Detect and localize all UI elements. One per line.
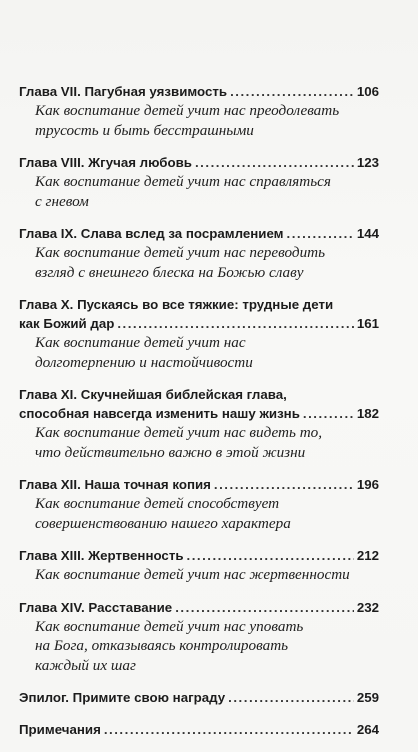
toc-line xyxy=(19,546,379,565)
toc-entry-epilogue xyxy=(19,688,379,707)
chapter-description-line: Как воспитание детей учит нас xyxy=(35,334,246,351)
chapter-description-line: Как воспитание детей способствует xyxy=(35,495,280,512)
toc-line xyxy=(19,475,379,494)
chapter-description-line: каждый их шаг xyxy=(35,656,136,674)
dot-leader xyxy=(287,224,354,243)
toc-line xyxy=(19,224,379,243)
page-number: 123 xyxy=(356,155,379,170)
chapter-description-line: с гневом xyxy=(35,192,89,210)
toc-line xyxy=(19,688,379,707)
chapter-title: Глава XIV. Расставание xyxy=(19,599,173,615)
toc-entry-chapter-7 xyxy=(19,82,379,140)
chapter-description-line: Как воспитание детей учит нас справляться xyxy=(35,173,331,190)
page-number: 232 xyxy=(356,599,379,615)
dot-leader xyxy=(187,546,354,565)
toc-line xyxy=(19,404,379,423)
toc-entry-notes xyxy=(19,720,379,739)
chapter-description-line: Как воспитание детей учит нас видеть то, xyxy=(35,424,323,441)
toc-entry-chapter-12 xyxy=(19,475,379,533)
toc-line xyxy=(19,720,379,739)
toc-entry-chapter-10 xyxy=(19,295,379,372)
page-number: 264 xyxy=(356,722,379,737)
dot-leader xyxy=(303,404,354,423)
table-of-contents xyxy=(19,82,379,752)
chapter-description-line: на Бога, отказываясь контролировать xyxy=(35,637,289,654)
chapter-description-line: трусость и быть бесстрашными xyxy=(35,121,254,139)
toc-line xyxy=(19,153,379,172)
dot-leader xyxy=(228,688,354,707)
chapter-title: способная навсегда изменить нашу жизнь xyxy=(19,406,300,421)
dot-leader xyxy=(195,153,354,172)
chapter-description-line: взгляд с внешнего блеска на Божью славу xyxy=(35,263,304,281)
toc-line xyxy=(19,598,379,617)
dot-leader xyxy=(175,598,354,617)
chapter-description-line: Как воспитание детей учит нас переводить xyxy=(35,244,326,261)
chapter-title: Глава XII. Наша точная копия xyxy=(19,477,211,492)
chapter-title-line: Глава X. Пускаясь во все тяжкие: трудные дети xyxy=(19,297,334,312)
toc-entry-chapter-9 xyxy=(19,224,379,282)
toc-entry-chapter-8 xyxy=(19,153,379,211)
dot-leader xyxy=(214,475,354,494)
chapter-description-line: Как воспитание детей учит нас преодолевать xyxy=(35,102,340,119)
toc-entry-chapter-13 xyxy=(19,546,379,585)
dot-leader xyxy=(104,720,354,739)
chapter-description-line: совершенствованию нашего характера xyxy=(35,514,291,532)
chapter-title: Глава VIII. Жгучая любовь xyxy=(19,155,192,170)
chapter-description-line: долготерпению и настойчивости xyxy=(35,353,253,371)
page-number: 212 xyxy=(356,548,379,563)
dot-leader xyxy=(230,82,354,101)
chapter-title: Глава IX. Слава вслед за посрамлением xyxy=(19,226,284,241)
page-number: 144 xyxy=(356,226,379,241)
page-number: 182 xyxy=(356,406,379,421)
page-number: 106 xyxy=(356,84,379,99)
toc-line xyxy=(19,82,379,101)
chapter-description-line: Как воспитание детей учит нас жертвенности xyxy=(35,566,350,583)
chapter-description-line: что действительно важно в этой жизни xyxy=(35,443,306,461)
chapter-title: Глава XIII. Жертвенность xyxy=(19,548,184,563)
chapter-description-line: Как воспитание детей учит нас уповать xyxy=(35,617,304,635)
page-number: 161 xyxy=(356,316,379,331)
dot-leader xyxy=(117,314,353,333)
page-number: 259 xyxy=(356,690,379,705)
chapter-title-line: Глава XI. Скучнейшая библейская глава, xyxy=(19,387,287,402)
chapter-title: Глава VII. Пагубная уязвимость xyxy=(19,84,228,99)
toc-entry-chapter-11 xyxy=(19,385,379,462)
toc-entry-chapter-14 xyxy=(19,598,379,676)
page-number: 196 xyxy=(356,477,379,492)
chapter-title: Примечания xyxy=(19,722,101,737)
chapter-title: как Божий дар xyxy=(19,316,115,331)
toc-line xyxy=(19,314,379,333)
chapter-title: Эпилог. Примите свою награду xyxy=(19,690,226,705)
